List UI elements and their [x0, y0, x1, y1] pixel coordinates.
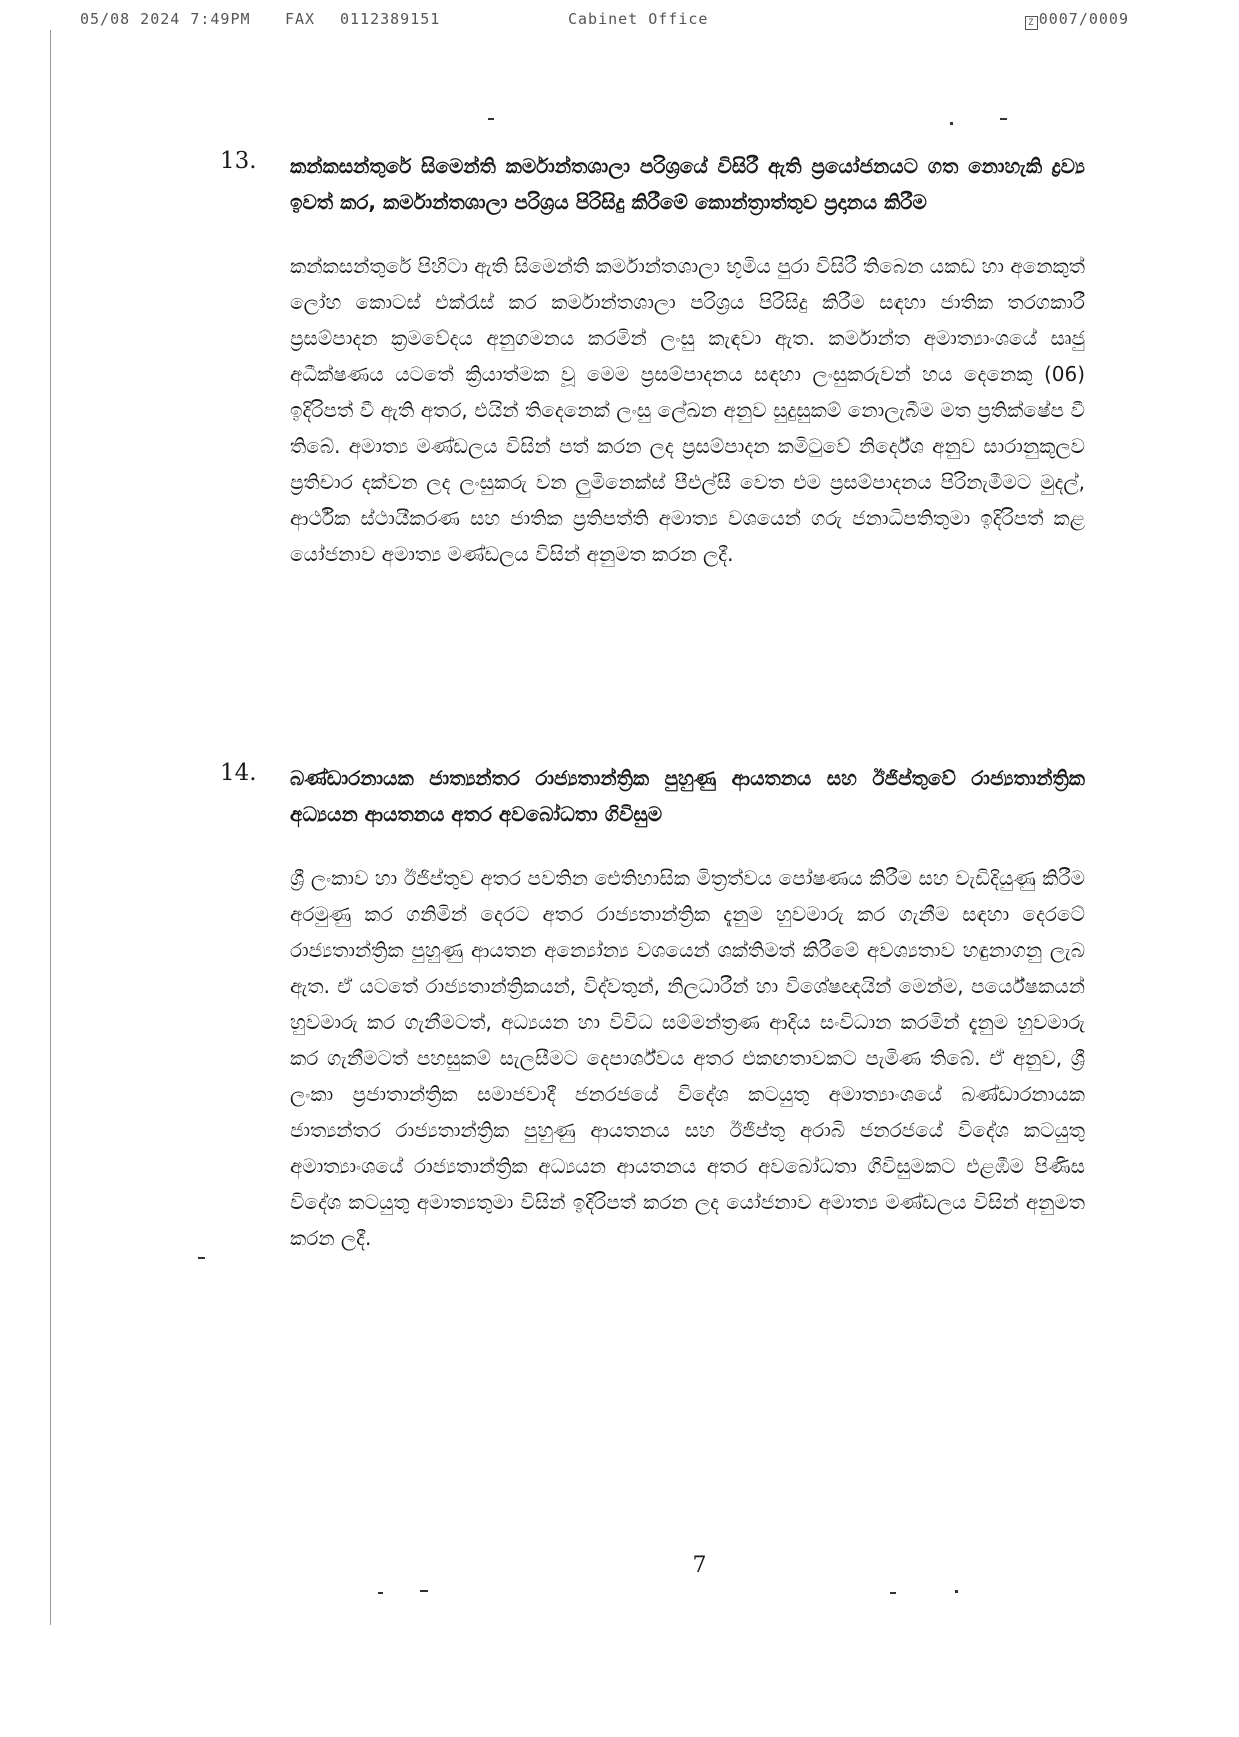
fax-page-icon: Z [1025, 16, 1038, 30]
scan-speck [950, 122, 953, 125]
fax-page-count-text: 0007/0009 [1038, 10, 1129, 28]
item-body: කන්කසන්තුරේ පිහිටා ඇති සිමෙන්ති කර්මාන්තශාලා භූමිය පුරා විසිරී තිබෙන යකඩ හා අනෙකුත් ලෝහ කොටස් එක්රැස් කර කර්මාන්තශාලා පරිශ්‍රය පිරිසිදු කිරීම සඳහා ජාතික තරගකාරී ප්‍රසම්පාදන ක්‍රමවේදය අනුගමනය කරමින් ලංසු කැඳවා ඇත. කර්මාන්ත අමාත්‍යාංශයේ සෘජු අධීක්ෂණය යටතේ ක්‍රියාත්මක වූ මෙම ප්‍රසම්පාදනය සඳහා ලංසුකරුවන් හය දෙනෙකු (06) ඉදිරිපත් වී ඇති අතර, එයින් තිදෙනෙක් ලංසු ලේඛන අනුව සුදුසුකම් නොලැබීම මත ප්‍රතික්ෂේප වී තිබේ. අමාත්‍ය මණ්ඩලය විසින් පත් කරන ලද ප්‍රසම්පාදන කමිටුවේ නිර්දේශ අනුව සාරානුකූලව ප්‍රතිචාර දක්වන ලද ලංසුකරු වන ලුමිනෙක්ස් පීඑල්සී වෙත එම ප්‍රසම්පාදනය පිරිනැමීමට මුදල්, ආර්ථික ස්ථායීකරණ සහ ජාතික ප්‍රතිපත්ති අමාත්‍ය වශයෙන් ගරු ජනාධිපතිතුමා ඉදිරිපත් කළ යෝජනාව අමාත්‍ය මණ්ඩලය විසින් අනුමත කරන ලදී. [290, 254, 1085, 566]
page-number: 7 [692, 1553, 707, 1578]
fax-date-time: 05/08 2024 7:49PM [80, 10, 251, 28]
decision-item-13 [220, 148, 1085, 572]
decision-item-14 [220, 760, 1085, 1256]
item-number: 14. [220, 760, 257, 786]
scan-speck [378, 1592, 383, 1594]
scan-margin-line [50, 30, 51, 1625]
fax-label: FAX [285, 10, 316, 28]
scan-speck [955, 1590, 958, 1593]
scan-speck [890, 1592, 896, 1594]
scan-speck [1000, 118, 1007, 120]
scan-speck [488, 118, 494, 120]
scan-speck [198, 1257, 205, 1259]
item-title: බණ්ඩාරනායක ජාත්‍යන්තර රාජ්‍යතාන්ත්‍රික පුහුණු ආයතනය සහ ඊජිප්තුවේ රාජ්‍යතාන්ත්‍රික අධ්‍යයන ආයතනය අතර අවබෝධතා ගිවිසුම [290, 766, 1085, 826]
fax-number: 0112389151 [340, 10, 441, 28]
item-body: ශ්‍රී ලංකාව හා ඊජිප්තුව අතර පවතින ඓතිහාසික මිත්‍රත්වය පෝෂණය කිරීම සහ වැඩිදියුණු කිරීම අරමුණු කර ගනිමින් දෙරට අතර රාජ්‍යතාන්ත්‍රික දැනුම හුවමාරු කර ගැනීම සඳහා දෙරටේ රාජ්‍යතාන්ත්‍රික පුහුණු ආයතන අන්‍යෝන්‍ය වශයෙන් ශක්තිමත් කිරීමේ අවශ්‍යතාව හඳුනාගනු ලැබ ඇත. ඒ යටතේ රාජ්‍යතාන්ත්‍රිකයන්, විද්වතුන්, නිලධාරීන් හා විශේෂඥයින් මෙන්ම, පර්යේෂකයන් හුවමාරු කර ගැනීමටත්, අධ්‍යයන හා විවිධ සම්මන්ත්‍රණ ආදිය සංවිධාන කරමින් දැනුම හුවමාරු කර ගැනීමටත් පහසුකම් සැලසීමට දෙපාර්ශ්වය අතර එකඟතාවකට පැමිණ තිබේ. ඒ අනුව, ශ්‍රී ලංකා ප්‍රජාතාන්ත්‍රික සමාජවාදී ජනරජයේ විදේශ කටයුතු අමාත්‍යාංශයේ බණ්ඩාරනායක ජාත්‍යන්තර රාජ්‍යතාන්ත්‍රික පුහුණු ආයතනය සහ ඊජිප්තු අරාබි ජනරජයේ විදේශ කටයුතු අමාත්‍යාංශයේ රාජ්‍යතාන්ත්‍රික අධ්‍යයන ආයතනය අතර අවබෝධතා ගිවිසුමකට එළඹීම පිණිස විදේශ කටයුතු අමාත්‍යතුමා විසින් ඉදිරිපත් කරන ලද යෝජනාව අමාත්‍ය මණ්ඩලය විසින් අනුමත කරන ලදී. [290, 866, 1085, 1250]
scan-speck [420, 1590, 428, 1592]
fax-page-count [1025, 10, 1129, 30]
fax-header [80, 10, 1129, 32]
item-title: කන්කසන්තුරේ සිමෙන්ති කර්මාන්තශාලා පරිශ්‍රයේ විසිරී ඇති ප්‍රයෝජනයට ගත නොහැකි ද්‍රව්‍ය ඉවත් කර, කර්මාන්තශාලා පරිශ්‍රය පිරිසිදු කිරීමේ කොන්ත්‍රාත්තුව ප්‍රදානය කිරීම [290, 154, 1085, 214]
fax-organization: Cabinet Office [568, 10, 709, 28]
item-number: 13. [220, 148, 257, 174]
